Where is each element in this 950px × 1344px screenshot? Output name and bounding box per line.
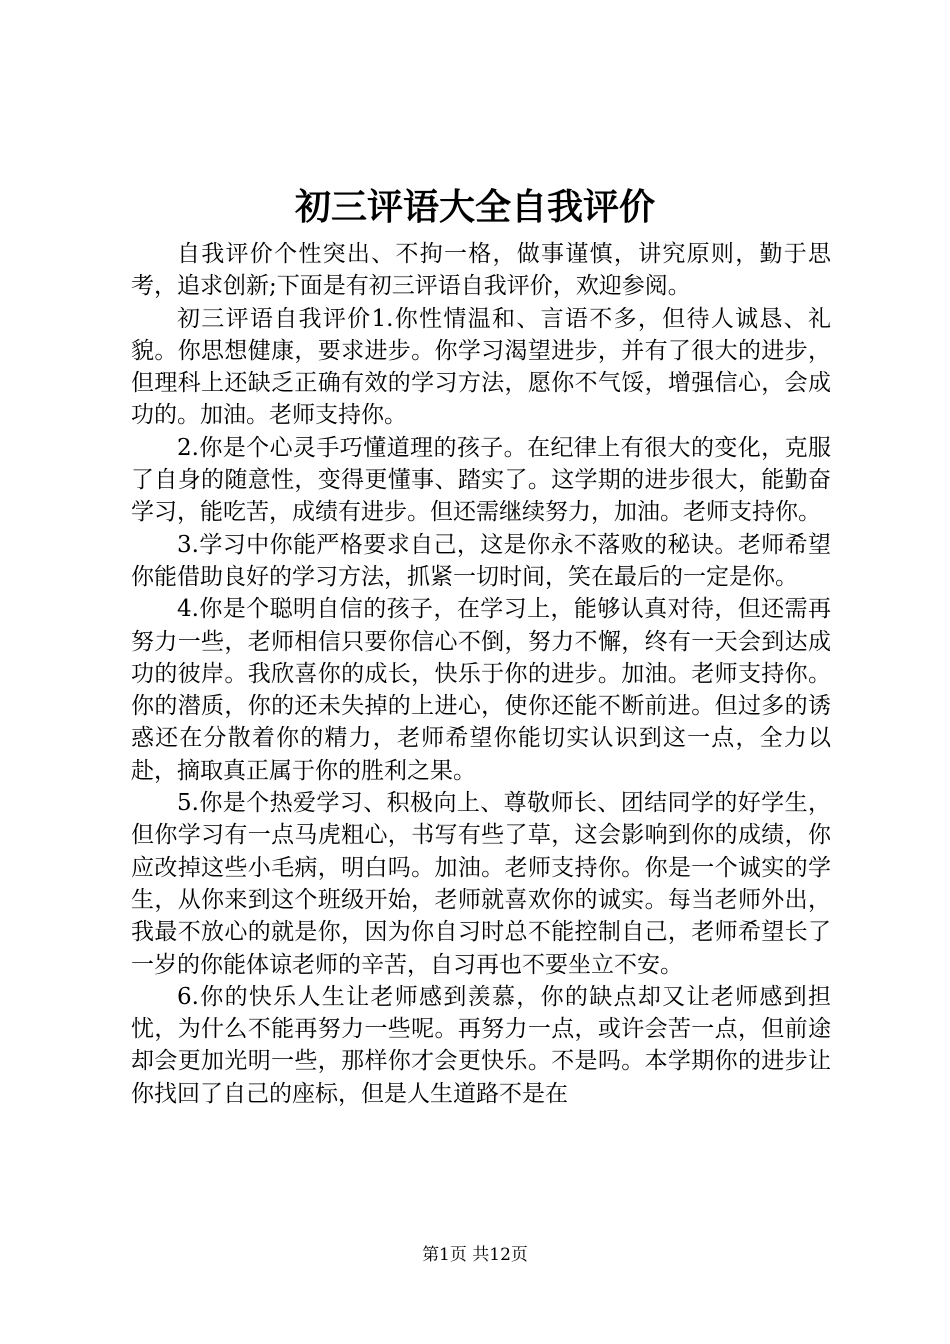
paragraph-intro: 自我评价个性突出、不拘一格，做事谨慎，讲究原则，勤于思考，追求创新;下面是有初三评语自我评价，欢迎参阅。: [131, 241, 831, 300]
paragraph-comment-4: 4.你是个聪明自信的孩子，在学习上，能够认真对待，但还需再努力一些，老师相信只要你信心不倒，努力不懈，终有一天会到达成功的彼岸。我欣喜你的成长，快乐于你的进步。加油。老师支持你。你的潜质，你的还未失掉的上进心，使你还能不断前进。但过多的诱惑还在分散着你的精力，老师希望你能切实认识到这一点，全力以赴，摘取真正属于你的胜利之果。: [131, 596, 831, 784]
paragraph-comment-6: 6.你的快乐人生让老师感到羡慕，你的缺点却又让老师感到担忧，为什么不能再努力一些呢。再努力一点，或许会苦一点，但前途却会更加光明一些，那样你才会更快乐。不是吗。本学期你的进步让你找回了自己的座标，但是人生道路不是在: [131, 983, 831, 1107]
page-footer: 第1页 共12页: [422, 1245, 528, 1265]
paragraph-comment-3: 3.学习中你能严格要求自己，这是你永不落败的秘诀。老师希望你能借助良好的学习方法，抓紧一切时间，笑在最后的一定是你。: [131, 531, 831, 590]
paragraph-comment-2: 2.你是个心灵手巧懂道理的孩子。在纪律上有很大的变化，克服了自身的随意性，变得更懂事、踏实了。这学期的进步很大，能勤奋学习，能吃苦，成绩有进步。但还需继续努力，加油。老师支持你。: [131, 434, 831, 526]
document-title: 初三评语大全自我评价: [294, 186, 655, 228]
document-body: [131, 238, 831, 1110]
paragraph-comment-5: 5.你是个热爱学习、积极向上、尊敬师长、团结同学的好学生，但你学习有一点马虎粗心，书写有些了草，这会影响到你的成绩，你应改掉这些小毛病，明白吗。加油。老师支持你。你是一个诚实的学生，从你来到这个班级开始，老师就喜欢你的诚实。每当老师外出，我最不放心的就是你，因为你自习时总不能控制自己，老师希望长了一岁的你能体谅老师的辛苦，自习再也不要坐立不安。: [131, 790, 831, 978]
paragraph-comment-1: 初三评语自我评价1.你性情温和、言语不多，但待人诚恳、礼貌。你思想健康，要求进步。你学习渴望进步，并有了很大的进步，但理科上还缺乏正确有效的学习方法，愿你不气馁，增强信心，会成功的。加油。老师支持你。: [131, 305, 831, 429]
